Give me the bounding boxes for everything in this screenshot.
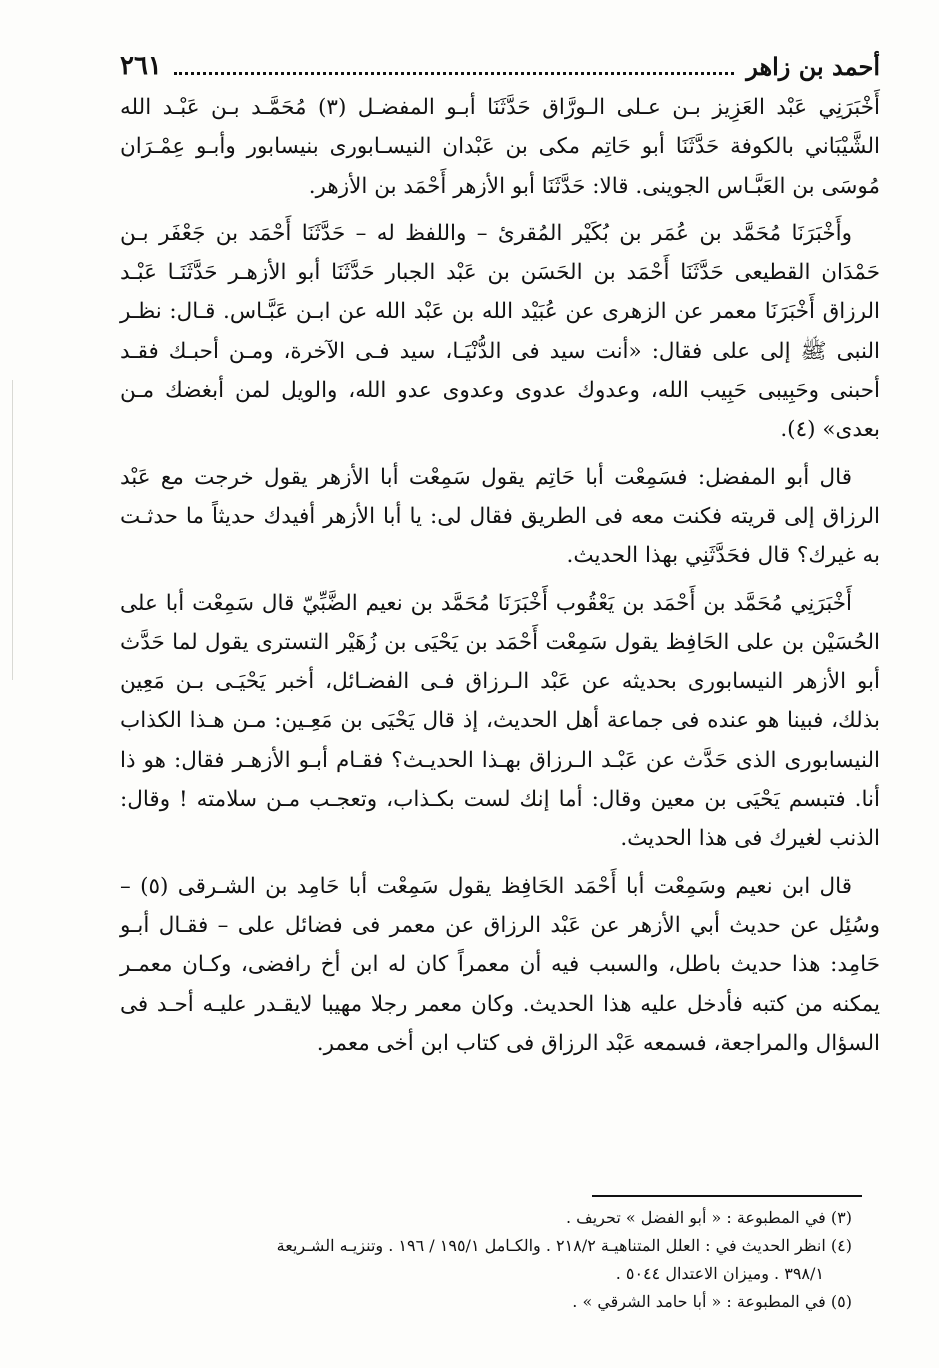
paragraph: أَخْبَرَنِي عَبْد العَزِيز بـن عـلى الـورَّاق حَدَّثَنَا أبـو المفضـل (٣) مُحَمَّـد بـن عَبْـد الله الشَّيْبَاني بالكوفة حَدَّثَنَا أبو حَاتِم مكى بن عَبْدان النيسـابورى بنيسابور وأبـو عِمْـرَان مُوسَى بن العَبَّـاس الجوينى. قالا: حَدَّثَنَا أبو الأزهر أَحْمَد بن الأزهر.	[120, 95, 881, 199]
paragraph: وأَخْبَرَنَا مُحَمَّد بن عُمَر بن بُكَيْر المُقرئ – واللفظ له – حَدَّثَنَا أَحْمَد بن جَعْفَر بـن حَمْدَان القطيعى حَدَّثَنَا أَحْمَد بن الحَسَن بن عَبْد الجبار حَدَّثَنَا أبو الأزهـر حَدَّثَنَـا عَبْـد الرزاق أَخْبَرَنَا معمر عن الزهرى عن عُبَيْد الله بن عَبْد الله عن ابـن عَبَّـاس. قـال: نظـر النبى ﷺ إلى على فقال: «أنت سيد فى الدُّنْيَـا، سيد فـى الآخرة، ومـن أحبـك فقـد أحبنى وحَبِيبى حَبِيب الله، وعدوك عدوى وعدوى عدو الله، والويل لمن أبغضك مـن بعدى» (٤).	[120, 220, 880, 443]
header-dot-leader	[174, 58, 734, 75]
page-number: ٢٦١	[120, 51, 162, 81]
footnote-continuation: ٣٩٨/١ . وميزان الاعتدال ٥٠٤٤ .	[615, 1264, 824, 1283]
running-title: أحمد بن زاهر	[746, 51, 880, 81]
paragraph: أَخْبَرَنِي مُحَمَّد بن أَحْمَد بن يَعْقُوب أَخْبَرَنَا مُحَمَّد بن نعيم الضَّبِّيّ قال سَمِعْت أبا على الحُسَيْن بن على الحَافِظ يقول سَمِعْت أَحْمَد بن يَحْيَى بن زُهَيْر التسترى يقول لما حَدَّث أبو الأزهر النيسابورى بحديثه عن عَبْد الـرزاق فـى الفضـائل، أخبر يَحْيَـى بـن مَعِين بذلك، فبينا هو عنده فى جماعة أهل الحديث، إذ قال يَحْيَى بن مَعِـين: مـن هـذا الكذاب النيسابورى الذى حَدَّث عن عَبْـد الـرزاق بهـذا الحديـث؟ فقـام أبـو الأزهـر فقال: هو ذا أنا. فتبسم يَحْيَى بن معين وقال: أما إنك لست بكـذاب، وتعجـب مـن سلامته ! وقال: الذنب لغيرك فى هذا الحديث.	[120, 590, 880, 852]
paragraph: قال أبو المفضل: فسَمِعْت أبا حَاتِم يقول سَمِعْت أبا الأزهر يقول خرجت مع عَبْد الرزاق إلى قريته فكنت معه فى الطريق فقال لى: يا أبا الأزهر أفيدك حديثاً ما حدثـت به غيرك؟ قال فحَدَّثَنِي بهذا الحديث.	[120, 464, 880, 569]
footnote: (٣) في المطبوعة : « أبو الفضل » تحريف .	[565, 1208, 852, 1227]
scan-edge-line	[12, 380, 13, 680]
page-header	[120, 46, 880, 86]
paragraph: قال ابن نعيم وسَمِعْت أبا أَحْمَد الحَافِظ يقول سَمِعْت أبا حَامِد بن الشـرقى (٥) – وسُئِل عن حديث أبي الأزهر عن عَبْد الرزاق عن معمر فى فضائل على – فقـال أبـو حَامِد: هذا حديث باطل، والسبب فيه أن معمراً كان له ابن أخ رافضى، وكـان معمـر يمكنه من كتبه فأدخل عليه هذا الحديث. وكان معمر رجلا مهيبا لايقـدر عليـه أحـد فى السؤال والمراجعة، فسمعه عَبْد الرزاق فى كتاب ابن أخى معمر.	[120, 873, 880, 1056]
footnote: (٥) في المطبوعة : « أبا حامد الشرقي » .	[572, 1292, 852, 1311]
footnote: (٤) انظر الحديث في : العلل المتناهيـة ٢١٨/٢ . والكـامل ١٩٥/١ / ١٩٦ . وتنزيـه الشـريعة	[276, 1236, 852, 1255]
footnote-separator	[592, 1195, 862, 1197]
main-text	[120, 88, 880, 1071]
footnotes	[120, 1204, 880, 1316]
